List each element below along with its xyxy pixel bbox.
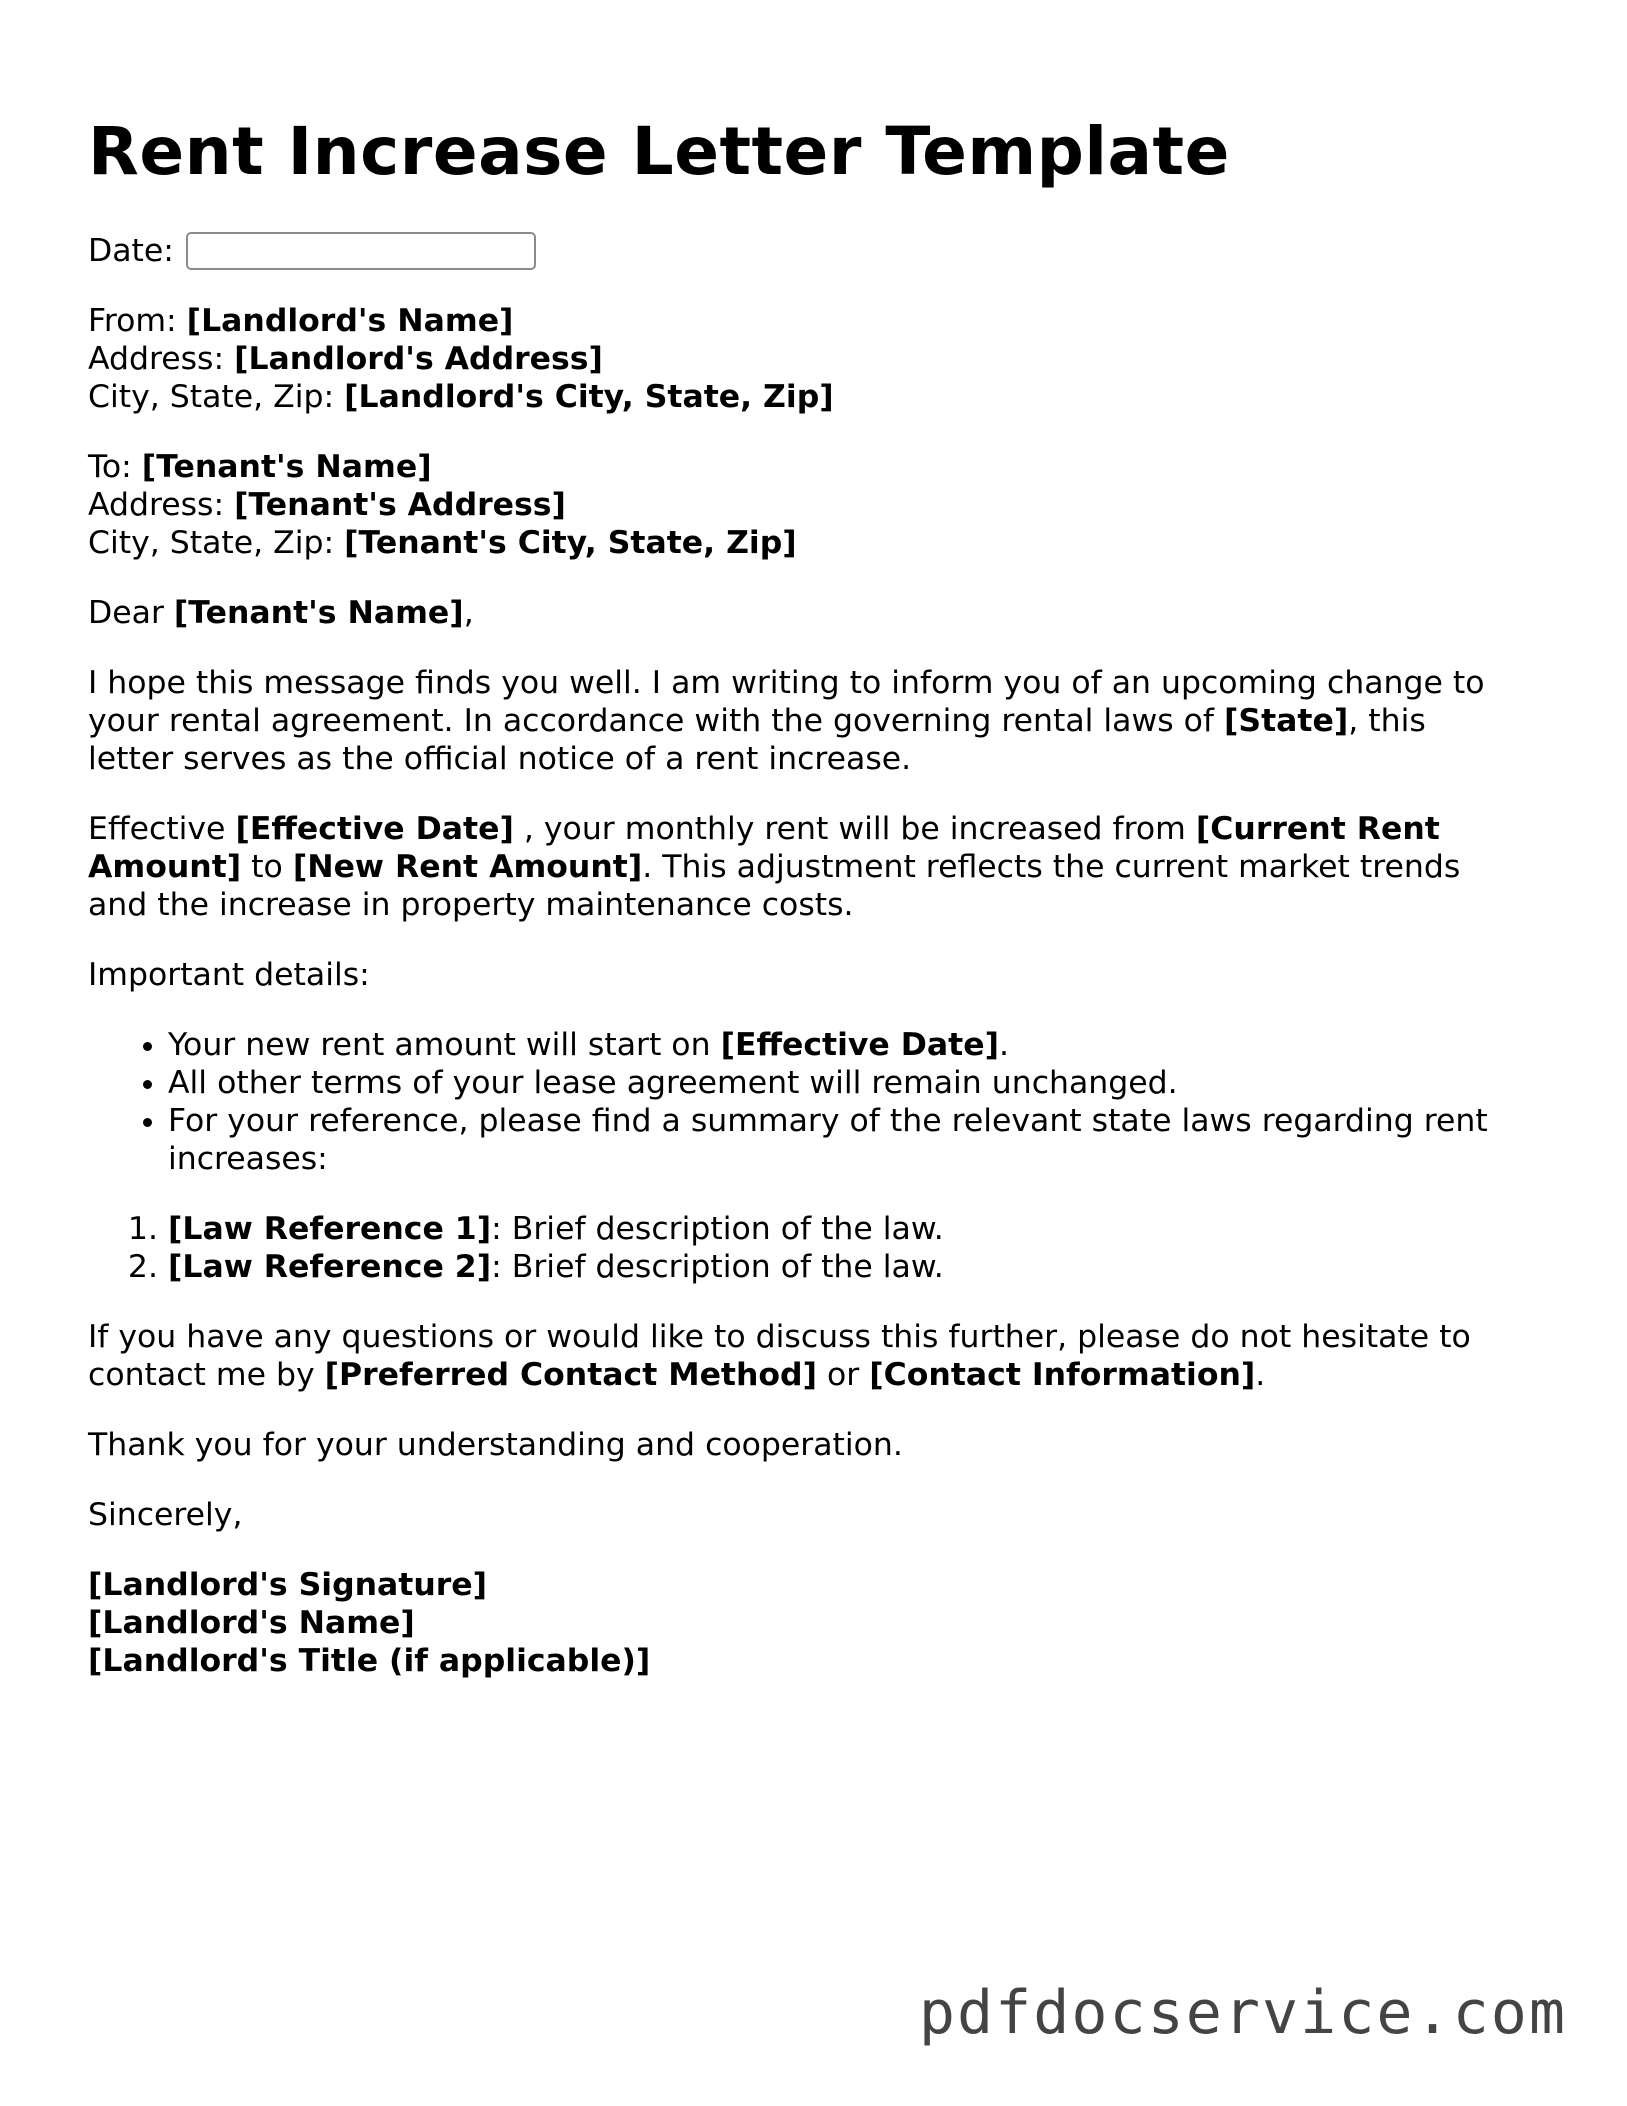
law-reference: [Law Reference 2]	[168, 1249, 492, 1285]
list-item	[168, 1026, 1518, 1064]
law-item	[168, 1248, 1518, 1286]
increase-paragraph	[88, 810, 1518, 924]
signature-placeholder: [Landlord's Signature]	[88, 1567, 488, 1603]
footer-brand: pdfdocservice.com	[918, 1978, 1567, 2048]
date-row	[88, 232, 1518, 270]
bullet-1-date: [Effective Date]	[720, 1027, 999, 1063]
recipient-address: [Tenant's Address]	[234, 487, 566, 523]
sender-city-line	[88, 378, 1518, 416]
recipient-name-line	[88, 448, 1518, 486]
salutation-prefix: Dear	[88, 595, 164, 631]
signature-title: [Landlord's Title (if applicable)]	[88, 1643, 651, 1679]
law-description: : Brief description of the law.	[491, 1211, 944, 1247]
details-heading: Important details:	[88, 957, 370, 993]
sender-block	[88, 302, 1518, 416]
salutation	[88, 594, 1518, 632]
recipient-name-label: To:	[88, 449, 132, 485]
salutation-suffix: ,	[463, 595, 474, 631]
list-item: • All other terms of your lease agreement will remain unchanged.	[168, 1064, 1518, 1102]
sender-city-label: City, State, Zip:	[88, 379, 335, 415]
closing-line: Sincerely,	[88, 1497, 243, 1533]
law-description: : Brief description of the law.	[491, 1249, 944, 1285]
sender-address-line	[88, 340, 1518, 378]
intro-text-1: I hope this message finds you well. I am writing to inform you of an upcoming change to your rental agreement. In accordance with the governing rental laws of	[88, 665, 1485, 739]
recipient-city: [Tenant's City, State, Zip]	[344, 525, 797, 561]
contact-text-1: If you have any questions or would like to discuss this further, please do not hesitate to contact me by	[88, 1319, 1471, 1393]
sender-name-line	[88, 302, 1518, 340]
increase-text-4: . This adjustment reflects the current market trends and the increase in property maintenance costs.	[88, 849, 1461, 923]
law-reference: [Law Reference 1]	[168, 1211, 492, 1247]
increase-text-3: to	[251, 849, 283, 885]
date-label: Date:	[88, 233, 174, 269]
recipient-city-line	[88, 524, 1518, 562]
contact-info-placeholder: [Contact Information]	[869, 1357, 1256, 1393]
details-list	[88, 1026, 1518, 1178]
sender-name-label: From:	[88, 303, 177, 339]
intro-paragraph	[88, 664, 1518, 778]
recipient-address-label: Address:	[88, 487, 225, 523]
contact-paragraph	[88, 1318, 1518, 1394]
recipient-address-line	[88, 486, 1518, 524]
sender-city: [Landlord's City, State, Zip]	[344, 379, 834, 415]
letter-page	[88, 112, 1518, 1680]
contact-text-3: .	[1255, 1357, 1266, 1393]
effective-date-placeholder: [Effective Date]	[235, 811, 514, 847]
law-list	[88, 1210, 1518, 1286]
intro-text-2: , this letter serves as the official notice of a rent increase.	[88, 703, 1426, 777]
recipient-name: [Tenant's Name]	[141, 449, 432, 485]
state-placeholder: [State]	[1224, 703, 1349, 739]
signature-block	[88, 1566, 1518, 1680]
current-rent-placeholder: [Current Rent Amount]	[88, 811, 1440, 885]
signature-name: [Landlord's Name]	[88, 1605, 415, 1641]
contact-text-2: or	[827, 1357, 860, 1393]
law-item	[168, 1210, 1518, 1248]
recipient-city-label: City, State, Zip:	[88, 525, 335, 561]
date-input[interactable]	[186, 232, 536, 270]
list-item: • For your reference, please find a summary of the relevant state laws regarding rent increases:	[168, 1102, 1518, 1178]
bullet-1-end: .	[998, 1027, 1009, 1063]
new-rent-placeholder: [New Rent Amount]	[292, 849, 643, 885]
bullet-1-text: Your new rent amount will start on	[168, 1027, 711, 1063]
recipient-block	[88, 448, 1518, 562]
sender-name: [Landlord's Name]	[186, 303, 514, 339]
contact-method-placeholder: [Preferred Contact Method]	[324, 1357, 817, 1393]
thanks-line: Thank you for your understanding and cooperation.	[88, 1427, 903, 1463]
increase-text-1: Effective	[88, 811, 226, 847]
salutation-name: [Tenant's Name]	[173, 595, 464, 631]
sender-address-label: Address:	[88, 341, 225, 377]
page-title: Rent Increase Letter Template	[88, 113, 1230, 190]
sender-address: [Landlord's Address]	[234, 341, 603, 377]
increase-text-2: , your monthly rent will be increased from	[523, 811, 1186, 847]
